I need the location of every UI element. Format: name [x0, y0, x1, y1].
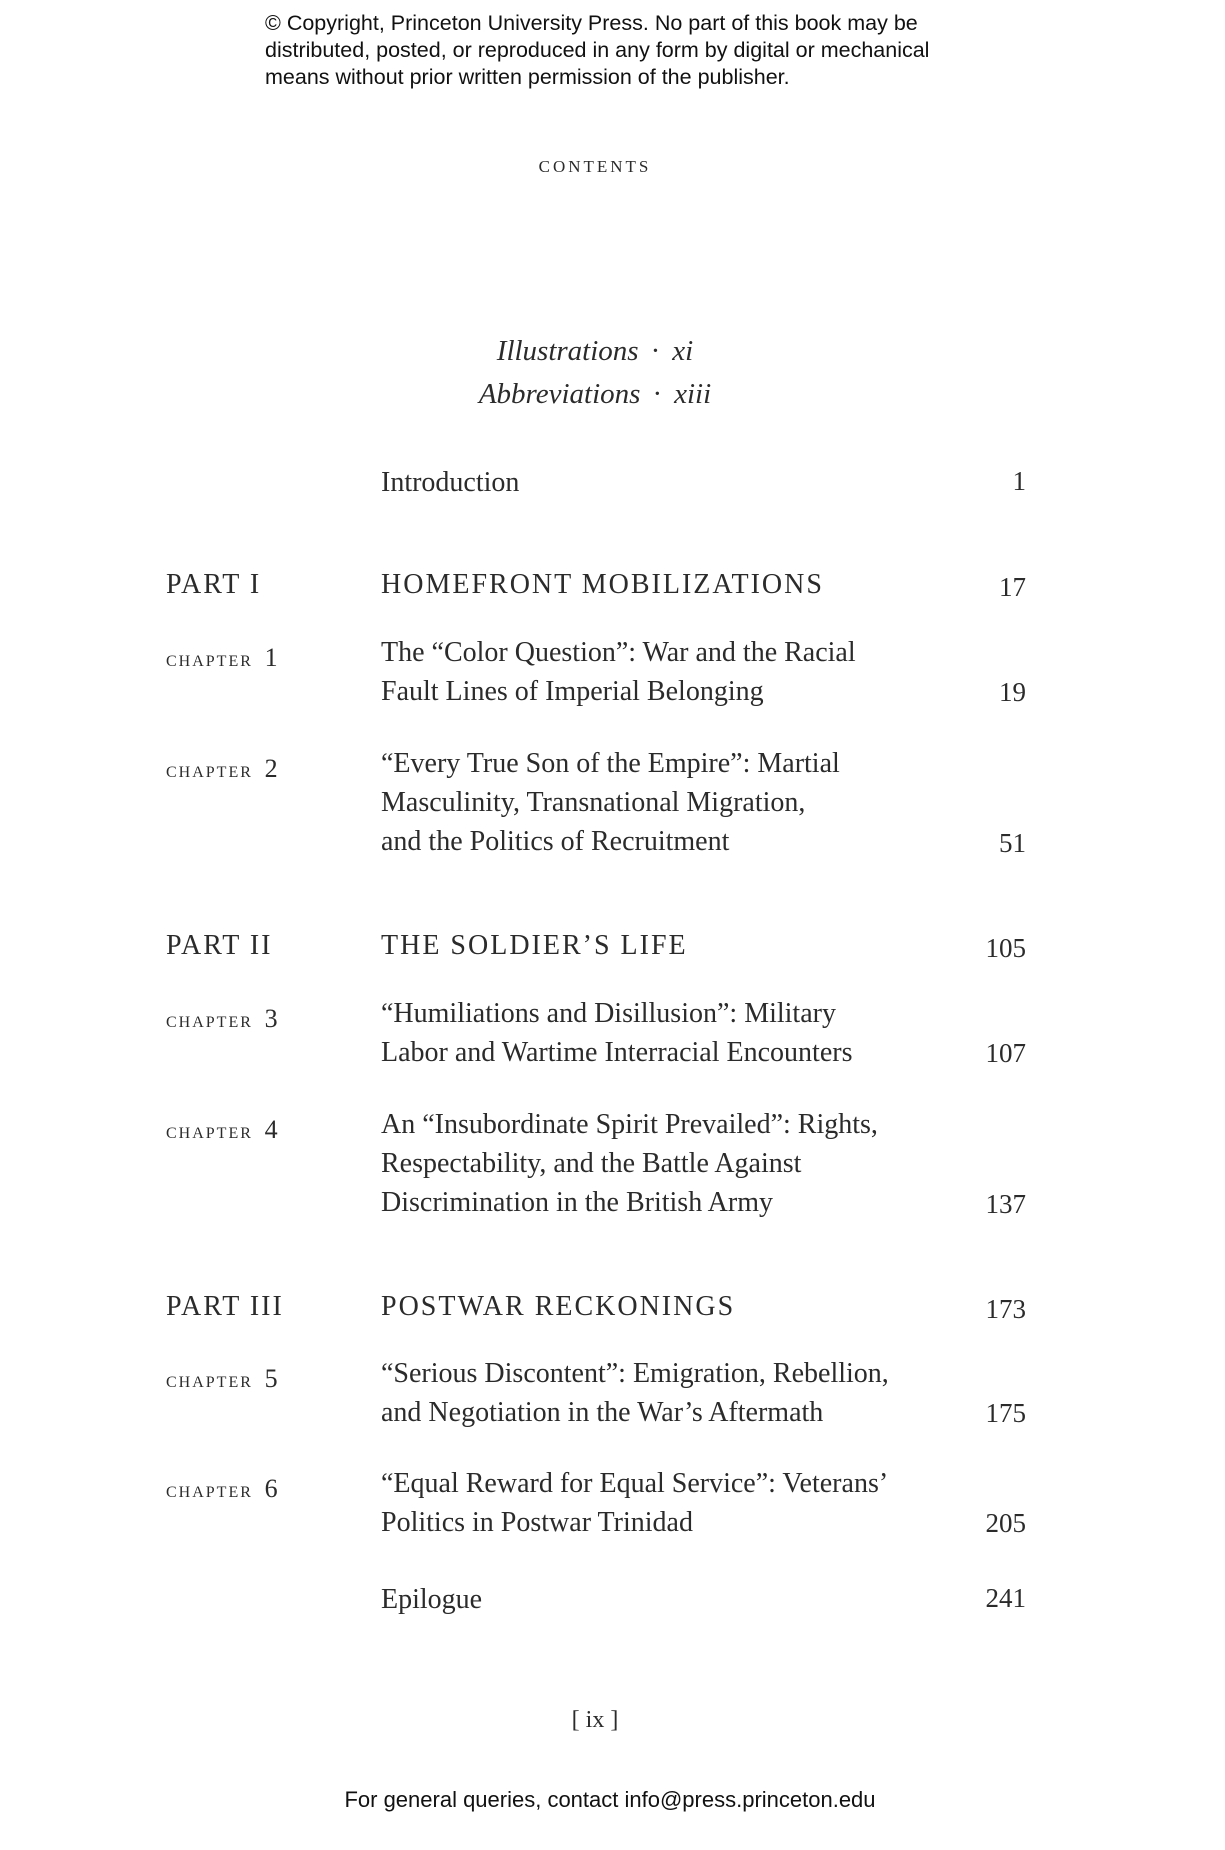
- part-label: PART I: [166, 569, 262, 600]
- chapter-number: 5: [264, 1364, 278, 1393]
- chapter-title: [381, 1105, 941, 1222]
- introduction-title: Introduction: [381, 467, 520, 498]
- front-matter-entry: [0, 378, 1190, 411]
- chapter-title-line: Respectability, and the Battle Against: [381, 1148, 802, 1179]
- chapter-page: 175: [985, 1398, 1026, 1428]
- chapter-word: chapter: [166, 1007, 253, 1032]
- chapter-title-line: Fault Lines of Imperial Belonging: [381, 676, 764, 707]
- chapter-label: [166, 1115, 278, 1145]
- epilogue-title: Epilogue: [381, 1584, 483, 1615]
- chapter-page: 19: [999, 677, 1026, 707]
- front-matter-page: xiii: [674, 378, 712, 410]
- chapter-label: [166, 1364, 278, 1394]
- chapter-title: [381, 633, 941, 711]
- chapter-title-line: Politics in Postwar Trinidad: [381, 1507, 693, 1538]
- chapter-label: [166, 643, 278, 673]
- part-page: 105: [985, 933, 1026, 963]
- chapter-word: chapter: [166, 1367, 253, 1392]
- chapter-title-line: “Humiliations and Disillusion”: Military: [381, 998, 836, 1029]
- chapter-title: [381, 1464, 941, 1542]
- part-title: HOMEFRONT MOBILIZATIONS: [381, 569, 824, 600]
- epilogue-page: 241: [985, 1583, 1026, 1613]
- chapter-word: chapter: [166, 1477, 253, 1502]
- chapter-number: 4: [264, 1115, 278, 1144]
- chapter-word: chapter: [166, 1118, 253, 1143]
- part-title: POSTWAR RECKONINGS: [381, 1291, 736, 1322]
- chapter-title: [381, 1354, 941, 1432]
- chapter-number: 6: [264, 1474, 278, 1503]
- introduction-page: 1: [1012, 466, 1026, 496]
- footer-contact: For general queries, contact info@press.princeton.edu: [344, 1787, 876, 1812]
- page-folio: [ ix ]: [571, 1707, 619, 1733]
- chapter-page: 107: [985, 1038, 1026, 1068]
- chapter-title: [381, 994, 941, 1072]
- part-page: 173: [985, 1294, 1026, 1324]
- part-label: PART III: [166, 1291, 284, 1322]
- chapter-word: chapter: [166, 757, 253, 782]
- chapter-page: 51: [999, 828, 1026, 858]
- chapter-title-line: and Negotiation in the War’s Aftermath: [381, 1397, 824, 1428]
- part-title: THE SOLDIER’S LIFE: [381, 930, 688, 961]
- chapter-number: 3: [264, 1004, 278, 1033]
- chapter-title-line: “Serious Discontent”: Emigration, Rebellion,: [381, 1358, 889, 1389]
- front-matter-page: xi: [672, 335, 694, 367]
- chapter-title-line: Labor and Wartime Interracial Encounters: [381, 1037, 853, 1068]
- chapter-title-line: “Every True Son of the Empire”: Martial: [381, 748, 840, 779]
- chapter-page: 137: [985, 1189, 1026, 1219]
- chapter-number: 2: [264, 754, 278, 783]
- front-matter-label: Illustrations: [496, 335, 639, 367]
- page-title: contents: [538, 152, 652, 178]
- separator-dot: ·: [652, 378, 663, 410]
- part-page: 17: [999, 572, 1026, 602]
- front-matter-label: Abbreviations: [478, 378, 641, 410]
- separator-dot: ·: [650, 335, 661, 367]
- chapter-title-line: An “Insubordinate Spirit Prevailed”: Rights,: [381, 1109, 878, 1140]
- copyright-line: distributed, posted, or reproduced in any form by digital or mechanical: [265, 38, 930, 62]
- part-label: PART II: [166, 930, 273, 961]
- copyright-line: © Copyright, Princeton University Press. No part of this book may be: [265, 11, 918, 35]
- copyright-line: means without prior written permission of the publisher.: [265, 65, 790, 89]
- chapter-number: 1: [264, 643, 278, 672]
- front-matter-entry: [0, 335, 1190, 368]
- chapter-title-line: Discrimination in the British Army: [381, 1187, 773, 1218]
- chapter-label: [166, 1474, 278, 1504]
- chapter-title-line: and the Politics of Recruitment: [381, 826, 730, 857]
- copyright-notice: [265, 10, 1025, 91]
- chapter-title-line: Masculinity, Transnational Migration,: [381, 787, 806, 818]
- chapter-word: chapter: [166, 646, 253, 671]
- chapter-title: [381, 744, 941, 861]
- chapter-title-line: “Equal Reward for Equal Service”: Veterans’: [381, 1468, 889, 1499]
- chapter-label: [166, 1004, 278, 1034]
- chapter-label: [166, 754, 278, 784]
- chapter-title-line: The “Color Question”: War and the Racial: [381, 637, 856, 668]
- chapter-page: 205: [985, 1508, 1026, 1538]
